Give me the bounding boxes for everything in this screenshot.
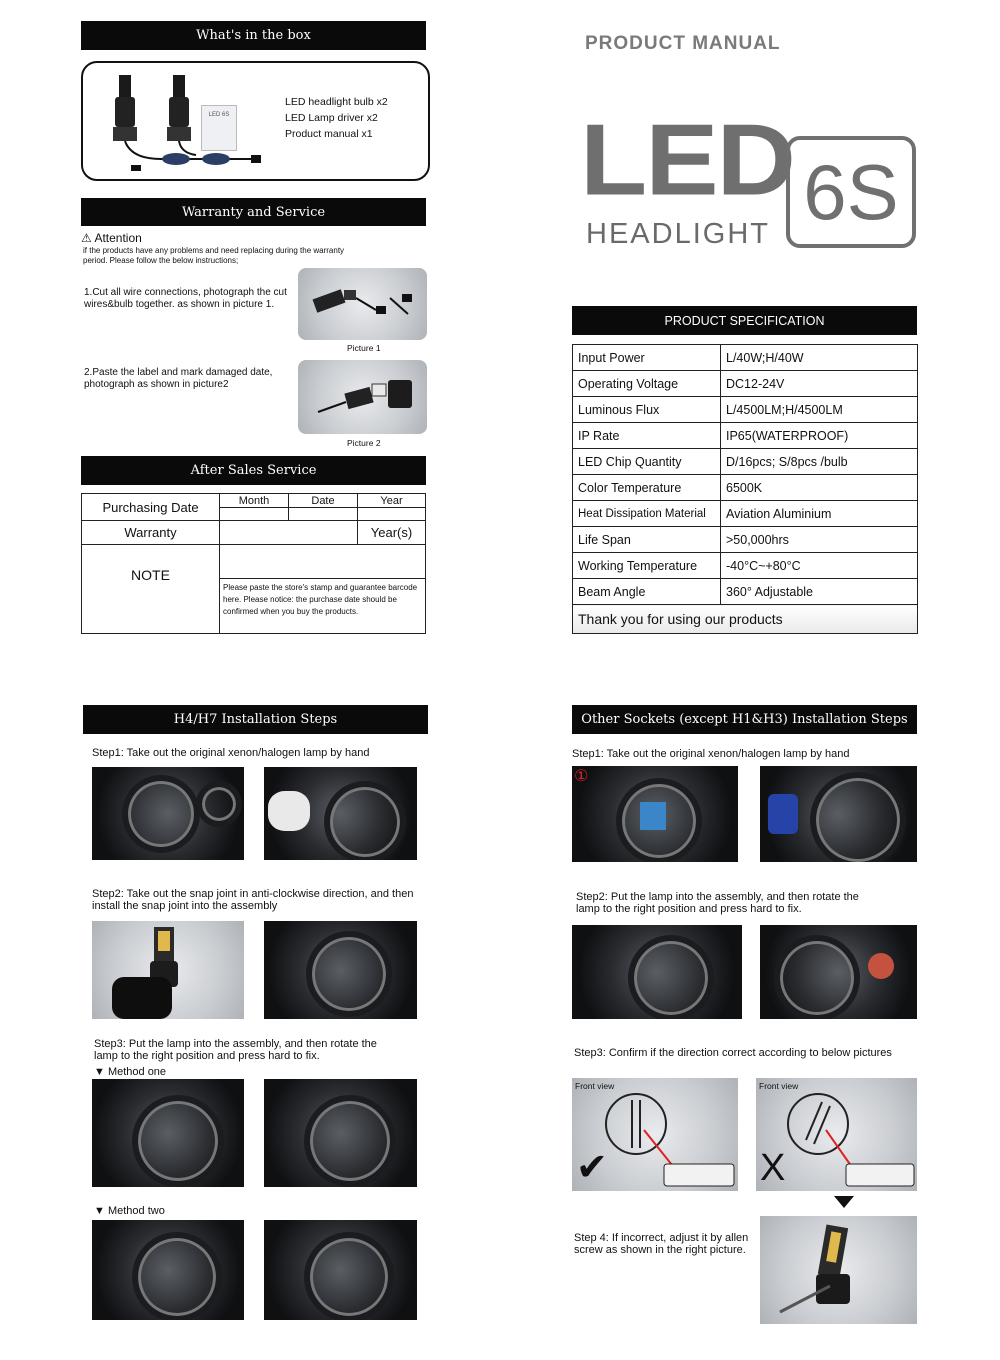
spec-thanks: Thank you for using our products xyxy=(573,605,918,634)
table-row xyxy=(573,579,918,605)
spec-value: 6500K xyxy=(721,475,918,501)
other-step3: Step3: Confirm if the direction correct according to below pictures xyxy=(574,1047,892,1059)
manual-title: PRODUCT MANUAL xyxy=(585,33,781,54)
down-arrow-icon xyxy=(834,1196,854,1208)
warranty-label: Warranty xyxy=(124,525,177,540)
h4-title-bar xyxy=(83,705,428,734)
after-sales-form xyxy=(81,493,426,634)
other-step4-photo xyxy=(760,1216,917,1324)
spec-value: >50,000hrs xyxy=(721,527,918,553)
picture1-photo xyxy=(298,268,427,340)
spec-table xyxy=(572,344,918,634)
box-title-bar xyxy=(81,21,426,50)
h4-method1: ▼ Method one xyxy=(94,1066,167,1078)
logo-led: LED xyxy=(580,103,794,217)
spec-value: L/40W;H/40W xyxy=(721,345,918,371)
warranty-intro: if the products have any problems and need replacing during the warranty period. Please follow the below instructions; xyxy=(83,246,345,265)
table-row xyxy=(573,423,918,449)
step-marker: ① xyxy=(574,768,589,785)
box-item: LED headlight bulb x2 xyxy=(285,96,388,108)
manual-card xyxy=(201,105,237,151)
other-step2: Step2: Put the lamp into the assembly, and then rotate the lamp to the right position and press hard to fix. xyxy=(576,891,859,915)
h4-step3: Step3: Put the lamp into the assembly, and then rotate the lamp to the right position and press hard to fix. xyxy=(94,1038,377,1062)
check-mark-icon: ✔ xyxy=(576,1147,608,1189)
allen-screw-adjust-illustration xyxy=(760,1216,917,1324)
spec-value: -40°C~+80°C xyxy=(721,553,918,579)
spec-key: Beam Angle xyxy=(573,579,721,605)
h4-step2-photo-a xyxy=(92,921,244,1019)
warranty-title-bar xyxy=(81,198,426,226)
spec-key: Working Temperature xyxy=(573,553,721,579)
logo-model-box xyxy=(786,136,916,248)
spec-value: Aviation Aluminium xyxy=(721,501,918,527)
front-view-label: Front view xyxy=(759,1081,799,1091)
cross-mark-icon: X xyxy=(760,1147,786,1189)
spec-key: IP Rate xyxy=(573,423,721,449)
other-title: Other Sockets (except H1&H3) Installation Steps xyxy=(581,712,908,727)
note-label: NOTE xyxy=(131,567,170,583)
spec-title: PRODUCT SPECIFICATION xyxy=(664,313,825,328)
box-contents-frame xyxy=(81,61,430,181)
table-row xyxy=(573,527,918,553)
other-step2-photo-a xyxy=(572,925,742,1019)
h4-step1-photo-b xyxy=(264,767,417,860)
logo-headlight: HEADLIGHT xyxy=(586,218,770,250)
attention-label: Attention xyxy=(94,231,142,245)
note-text: Please paste the store's stamp and guarantee barcode here. Please notice: the purchase date should be confirmed when you buy the products. xyxy=(223,583,418,616)
warranty-title: Warranty and Service xyxy=(181,204,326,220)
labeled-bulb-illustration xyxy=(298,360,427,434)
years-label: Year(s) xyxy=(370,525,413,540)
spec-key: Input Power xyxy=(573,345,721,371)
picture2-photo xyxy=(298,360,427,434)
table-row xyxy=(573,397,918,423)
other-step2-photo-b xyxy=(760,925,917,1019)
spec-key: Life Span xyxy=(573,527,721,553)
warranty-step1: 1.Cut all wire connections, photograph the cut wires&bulb together. as shown in picture 1. xyxy=(84,287,287,310)
spec-value: IP65(WATERPROOF) xyxy=(721,423,918,449)
box-title: What's in the box xyxy=(196,28,311,43)
h4-method2-photo-b xyxy=(264,1220,417,1320)
h4-title: H4/H7 Installation Steps xyxy=(173,712,338,727)
box-item: LED Lamp driver x2 xyxy=(285,112,378,124)
h4-step2: Step2: Take out the snap joint in anti-clockwise direction, and then install the snap joint into the assembly xyxy=(92,888,414,912)
front-view-label: Front view xyxy=(575,1081,615,1091)
incorrect-orientation-panel xyxy=(756,1078,917,1191)
year-label: Year xyxy=(380,495,403,507)
date-label: Date xyxy=(311,495,335,507)
table-row xyxy=(573,345,918,371)
spec-value: D/16pcs; S/8pcs /bulb xyxy=(721,449,918,475)
table-row xyxy=(573,475,918,501)
attention-heading xyxy=(81,231,142,245)
other-step4: Step 4: If incorrect, adjust it by allen screw as shown in the right picture. xyxy=(574,1232,749,1256)
h4-step1-photo-a xyxy=(92,767,244,860)
box-item: Product manual x1 xyxy=(285,128,373,140)
box-item-list xyxy=(285,94,388,142)
other-step1-photo-b xyxy=(760,766,917,862)
spec-key: Operating Voltage xyxy=(573,371,721,397)
table-row xyxy=(573,605,918,634)
table-row xyxy=(573,449,918,475)
correct-orientation-panel xyxy=(572,1078,738,1191)
spec-value: L/4500LM;H/4500LM xyxy=(721,397,918,423)
cut-wires-illustration xyxy=(298,268,427,340)
spec-key: Color Temperature xyxy=(573,475,721,501)
picture2-caption: Picture 2 xyxy=(347,438,381,448)
h4-method2: ▼ Method two xyxy=(94,1205,165,1217)
other-step1-photo-a xyxy=(572,766,738,862)
warning-icon: ⚠ xyxy=(81,231,92,245)
h4-method2-photo-a xyxy=(92,1220,244,1320)
picture1-caption: Picture 1 xyxy=(347,343,381,353)
spec-key: Luminous Flux xyxy=(573,397,721,423)
after-sales-title: After Sales Service xyxy=(190,463,317,478)
table-row xyxy=(573,371,918,397)
table-row xyxy=(573,501,918,527)
manual-card-label: LED 6S xyxy=(208,112,230,118)
other-title-bar xyxy=(572,705,917,734)
logo-model: 6S xyxy=(803,147,899,236)
spec-key: Heat Dissipation Material xyxy=(573,501,721,527)
spec-key: LED Chip Quantity xyxy=(573,449,721,475)
warranty-step2: 2.Paste the label and mark damaged date, photograph as shown in picture2 xyxy=(84,367,273,390)
hand-holding-bulb-illustration xyxy=(92,921,244,1019)
spec-value: 360° Adjustable xyxy=(721,579,918,605)
h4-method1-photo-b xyxy=(264,1079,417,1187)
other-step1: Step1: Take out the original xenon/halogen lamp by hand xyxy=(572,748,850,760)
h4-step2-photo-b xyxy=(264,921,417,1019)
h4-step1: Step1: Take out the original xenon/halogen lamp by hand xyxy=(92,747,370,759)
month-label: Month xyxy=(238,495,270,507)
after-sales-title-bar xyxy=(81,456,426,485)
spec-value: DC12-24V xyxy=(721,371,918,397)
spec-title-bar xyxy=(572,306,917,335)
table-row xyxy=(573,553,918,579)
purchasing-date-label: Purchasing Date xyxy=(102,500,199,515)
bulb-kit-illustration xyxy=(101,69,291,177)
h4-method1-photo-a xyxy=(92,1079,244,1187)
